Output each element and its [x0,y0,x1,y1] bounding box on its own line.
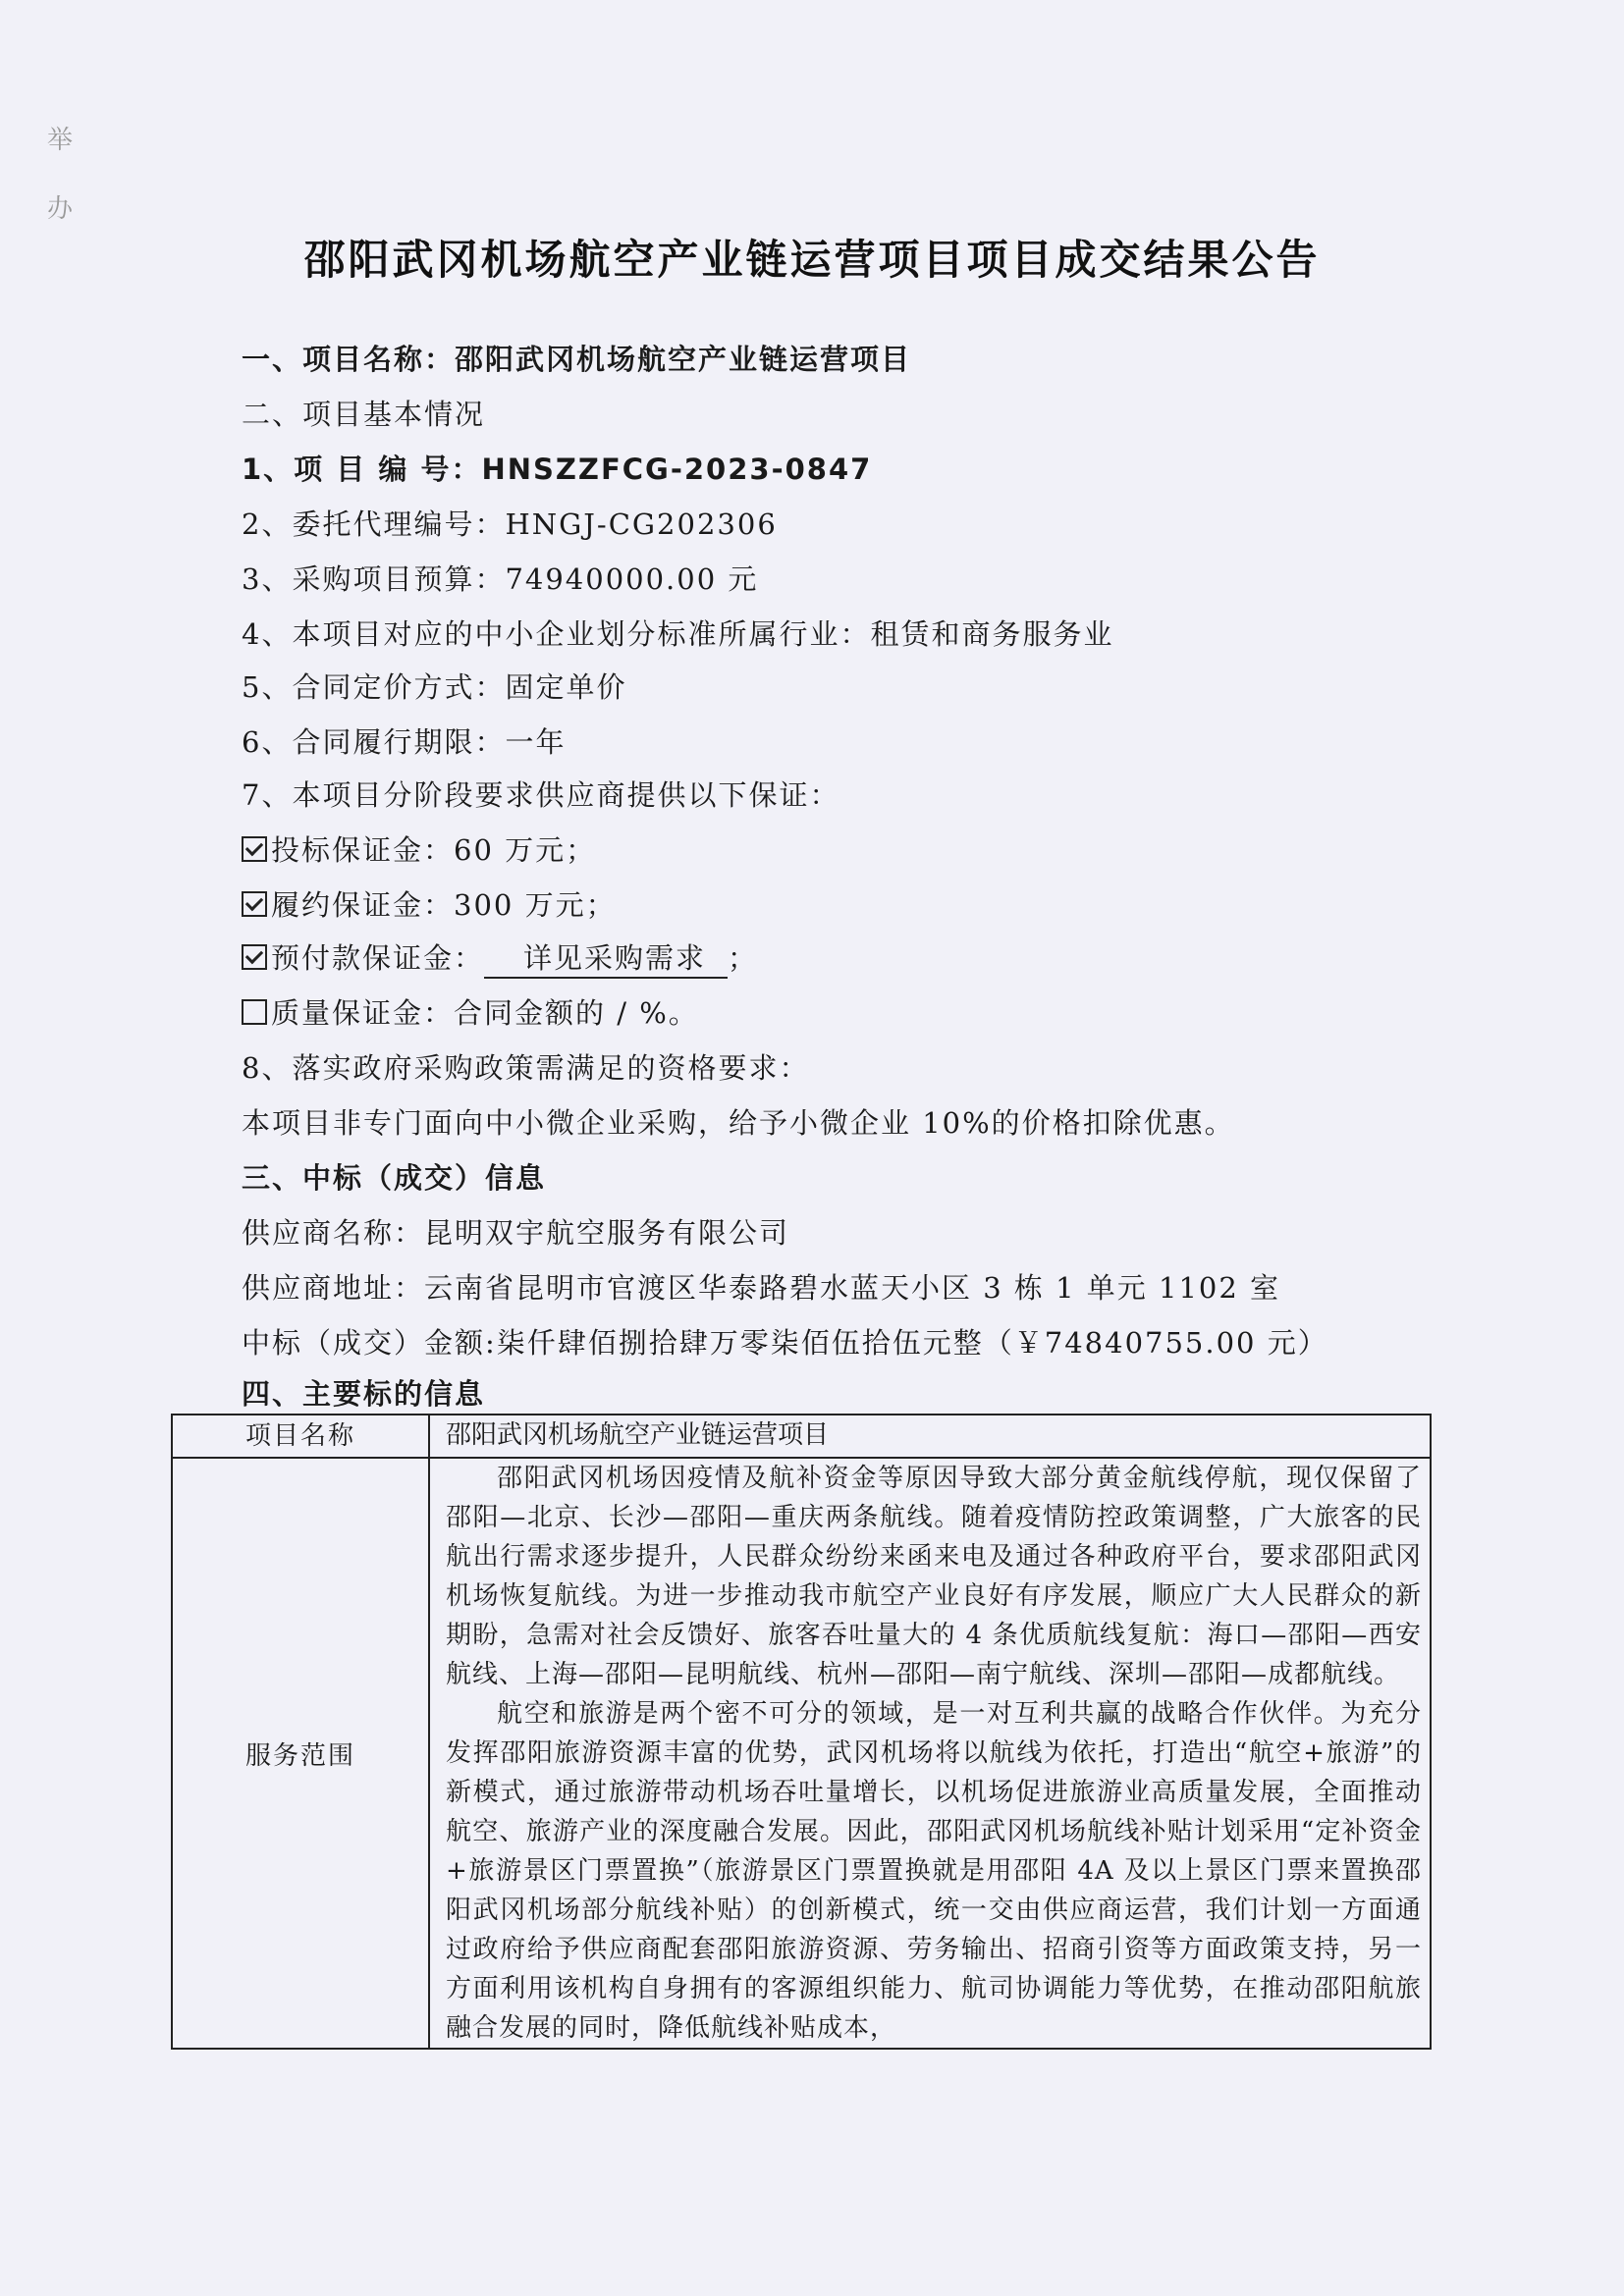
service-paragraph-1: 邵阳武冈机场因疫情及航补资金等原因导致大部分黄金航线停航，现仅保留了邵阳—北京、长沙—邵阳—重庆两条航线。随着疫情防控政策调整，广大旅客的民航出行需求逐步提升，人民群众纷纷来函来电及通过各种政府平台，要求邵阳武冈机场恢复航线。为进一步推动我市航空产业良好有序发展，顺应广大人民群众的新期盼，急需对社会反馈好、旅客吞吐量大的 4 条优质航线复航：海口—邵阳—西安航线、上海—邵阳—昆明航线、杭州—邵阳—南宁航线、深圳—邵阳—成都航线。 [446,1464,1422,1689]
checkbox-checked-icon [242,891,267,917]
table-header-label: 项目名称 [172,1415,429,1458]
checkbox-checked-icon [242,944,267,970]
subject-table [171,1414,1432,2050]
document-title: 邵阳武冈机场航空产业链运营项目项目成交结果公告 [303,236,1321,284]
qualification-intro: 8、落实政府采购政策需满足的资格要求： [242,1051,810,1085]
section-project-name: 一、项目名称：邵阳武冈机场航空产业链运营项目 [242,343,912,376]
section-main-subject: 四、主要标的信息 [242,1377,486,1411]
checkbox-unchecked-icon [242,999,267,1025]
qualification-text: 本项目非专门面向中小微企业采购，给予小微企业 10%的价格扣除优惠。 [242,1106,1235,1140]
table-header-value: 邵阳武冈机场航空产业链运营项目 [429,1415,1431,1458]
guarantee-intro: 7、本项目分阶段要求供应商提供以下保证： [242,778,840,812]
award-amount: 中标（成交）金额:柒仟肆佰捌拾肆万零柒佰伍拾伍元整（￥74840755.00 元） [242,1326,1328,1360]
section-basic-info: 二、项目基本情况 [242,398,486,431]
agency-number: 2、委托代理编号：HNGJ-CG202306 [242,507,778,541]
service-paragraph-2: 航空和旅游是两个密不可分的领域，是一对互利共赢的战略合作伙伴。为充分发挥邵阳旅游资源丰富的优势，武冈机场将以航线为依托，打造出“航空+旅游”的新模式，通过旅游带动机场吞吐量增长，以机场促进旅游业高质量发展，全面推动航空、旅游产业的深度融合发展。因此，邵阳武冈机场航线补贴计划采用“定补资金+旅游景区门票置换”（旅游景区门票置换就是用邵阳 4A 及以上景区门票来置换邵阳武冈机场部分航线补贴）的创新模式，统一交由供应商运营，我们计划一方面通过政府给予供应商配套邵阳旅游资源、劳务输出、招商引资等方面政策支持，另一方面利用该机构自身拥有的客源组织能力、航司协调能力等优势，在推动邵阳航旅融合发展的同时，降低航线补贴成本， [446,1699,1422,2043]
checkbox-checked-icon [242,836,267,862]
table-row [172,1458,1431,2049]
underlined-field: 详见采购需求 [484,936,728,979]
supplier-name: 供应商名称：昆明双宇航空服务有限公司 [242,1216,790,1250]
project-number: 1、项 目 编 号：HNSZZFCG-2023-0847 [242,453,873,486]
margin-handwriting: 举 办 [47,126,74,224]
industry: 4、本项目对应的中小企业划分标准所属行业：租赁和商务服务业 [242,617,1114,651]
guarantee-prepayment: 预付款保证金： 详见采购需求 ； [242,936,758,979]
guarantee-performance: 履约保证金：300 万元； [242,883,617,924]
pricing-method: 5、合同定价方式：固定单价 [242,670,627,704]
contract-term: 6、合同履行期限：一年 [242,725,567,759]
supplier-address: 供应商地址：云南省昆明市官渡区华泰路碧水蓝天小区 3 栋 1 单元 1102 室 [242,1271,1281,1305]
service-scope-label: 服务范围 [172,1458,429,2049]
guarantee-quality: 质量保证金：合同金额的 / %。 [242,991,699,1032]
guarantee-bid: 投标保证金：60 万元； [242,828,596,869]
table-row [172,1415,1431,1458]
budget: 3、采购项目预算：74940000.00 元 [242,562,759,596]
service-scope-content [429,1458,1431,2049]
section-award-info: 三、中标（成交）信息 [242,1161,547,1195]
